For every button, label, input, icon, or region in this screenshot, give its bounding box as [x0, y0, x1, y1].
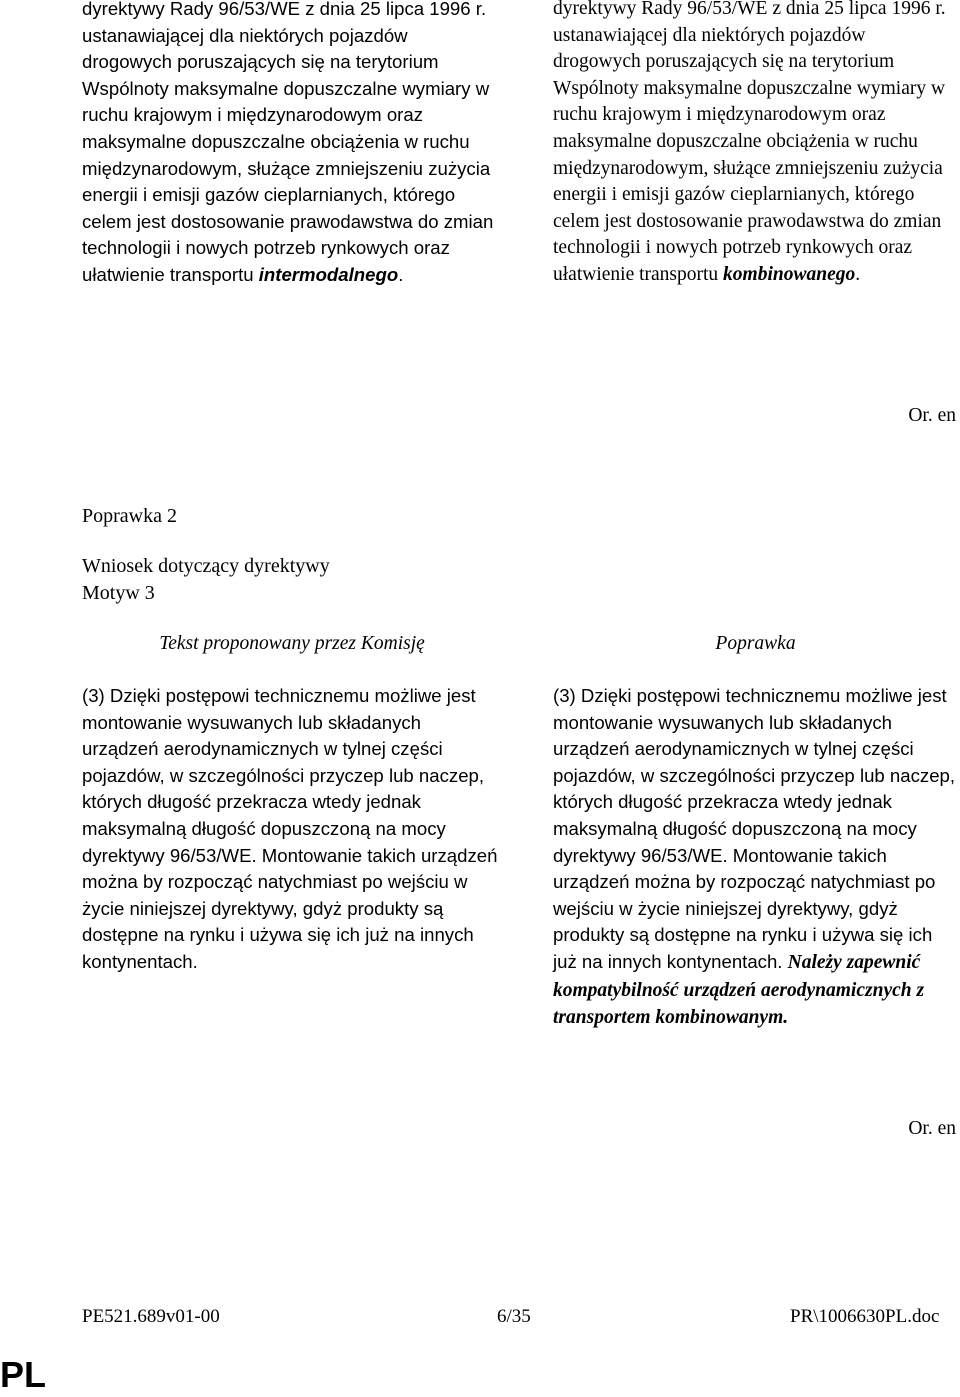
original-language-note-2: Or. en	[908, 1118, 956, 1139]
top-left-body: dyrektywy Rady 96/53/WE z dnia 25 lipca 1996 r. ustanawiającej dla niektórych pojazdów drogowych poruszających się na terytorium Wspólnoty maksymalne dopuszczalne wymiary w ruchu krajowym i międzynarodowym oraz maksymalne dopuszczalne obciążenia w ruchu międzynarodowym, służące zmniejszeniu zużycia energii i emisji gazów cieplarnianych, którego celem jest dostosowanie prawodawstwa do zmian technologii i nowych potrzeb rynkowych oraz ułatwienie transportu	[82, 0, 494, 285]
footer-reference: PE521.689v01-00	[82, 1306, 220, 1327]
proposal-title: Wniosek dotyczący dyrektywy	[82, 555, 330, 577]
recital-title: Motyw 3	[82, 582, 155, 604]
commission-text: (3) Dzięki postępowi technicznemu możliwe jest montowanie wysuwanych lub składanych urządzeń aerodynamicznych w tylnej części pojazdów, w szczególności przyczep lub naczep, których długość przekracza wtedy jednak maksymalną długość dopuszczoną na mocy dyrektywy 96/53/WE. Montowanie takich urządzeń można by rozpocząć natychmiast po wejściu w życie niniejszej dyrektywy, gdyż produkty są dostępne na rynku i używa się ich już na innych kontynentach.	[82, 685, 498, 972]
amendment-title: Poprawka 2	[82, 505, 177, 527]
top-right-end: .	[855, 263, 861, 285]
original-language-note-1: Or. en	[908, 405, 956, 426]
amendment-text	[553, 683, 958, 1032]
language-code: PL	[0, 1354, 47, 1395]
amendment-header: Poprawka	[715, 633, 796, 654]
footer-page-number: 6/35	[497, 1306, 531, 1327]
top-left-end: .	[398, 263, 404, 285]
top-right-text	[553, 0, 958, 289]
footer-document-name: PR\1006630PL.doc	[790, 1306, 940, 1327]
amendment-added-text: Należy zapewnić kompatybilność urządzeń aerodynamicznych z transportem kombinowanym.	[553, 951, 925, 1029]
commission-text-header: Tekst proponowany przez Komisję	[159, 633, 425, 654]
top-left-emphasis: intermodalnego	[258, 263, 399, 285]
top-right-body: dyrektywy Rady 96/53/WE z dnia 25 lipca 1996 r. ustanawiającej dla niektórych pojazdów drogowych poruszających się na terytorium Wspólnoty maksymalne dopuszczalne wymiary w ruchu krajowym i międzynarodowym oraz maksymalne dopuszczalne obciążenia w ruchu międzynarodowym, służące zmniejszeniu zużycia energii i emisji gazów cieplarnianych, którego celem jest dostosowanie prawodawstwa do zmian technologii i nowych potrzeb rynkowych oraz ułatwienie transportu	[553, 0, 946, 285]
top-left-text	[82, 0, 502, 289]
amendment-body: (3) Dzięki postępowi technicznemu możliwe jest montowanie wysuwanych lub składanych urządzeń aerodynamicznych w tylnej części pojazdów, w szczególności przyczep lub naczep, których długość przekracza wtedy jednak maksymalną długość dopuszczoną na mocy dyrektywy 96/53/WE. Montowanie takich urządzeń można by rozpocząć natychmiast po wejściu w życie niniejszej dyrektywy, gdyż produkty są dostępne na rynku i używa się ich już na innych kontynentach.	[553, 685, 956, 972]
top-right-emphasis: kombinowanego	[723, 263, 856, 285]
